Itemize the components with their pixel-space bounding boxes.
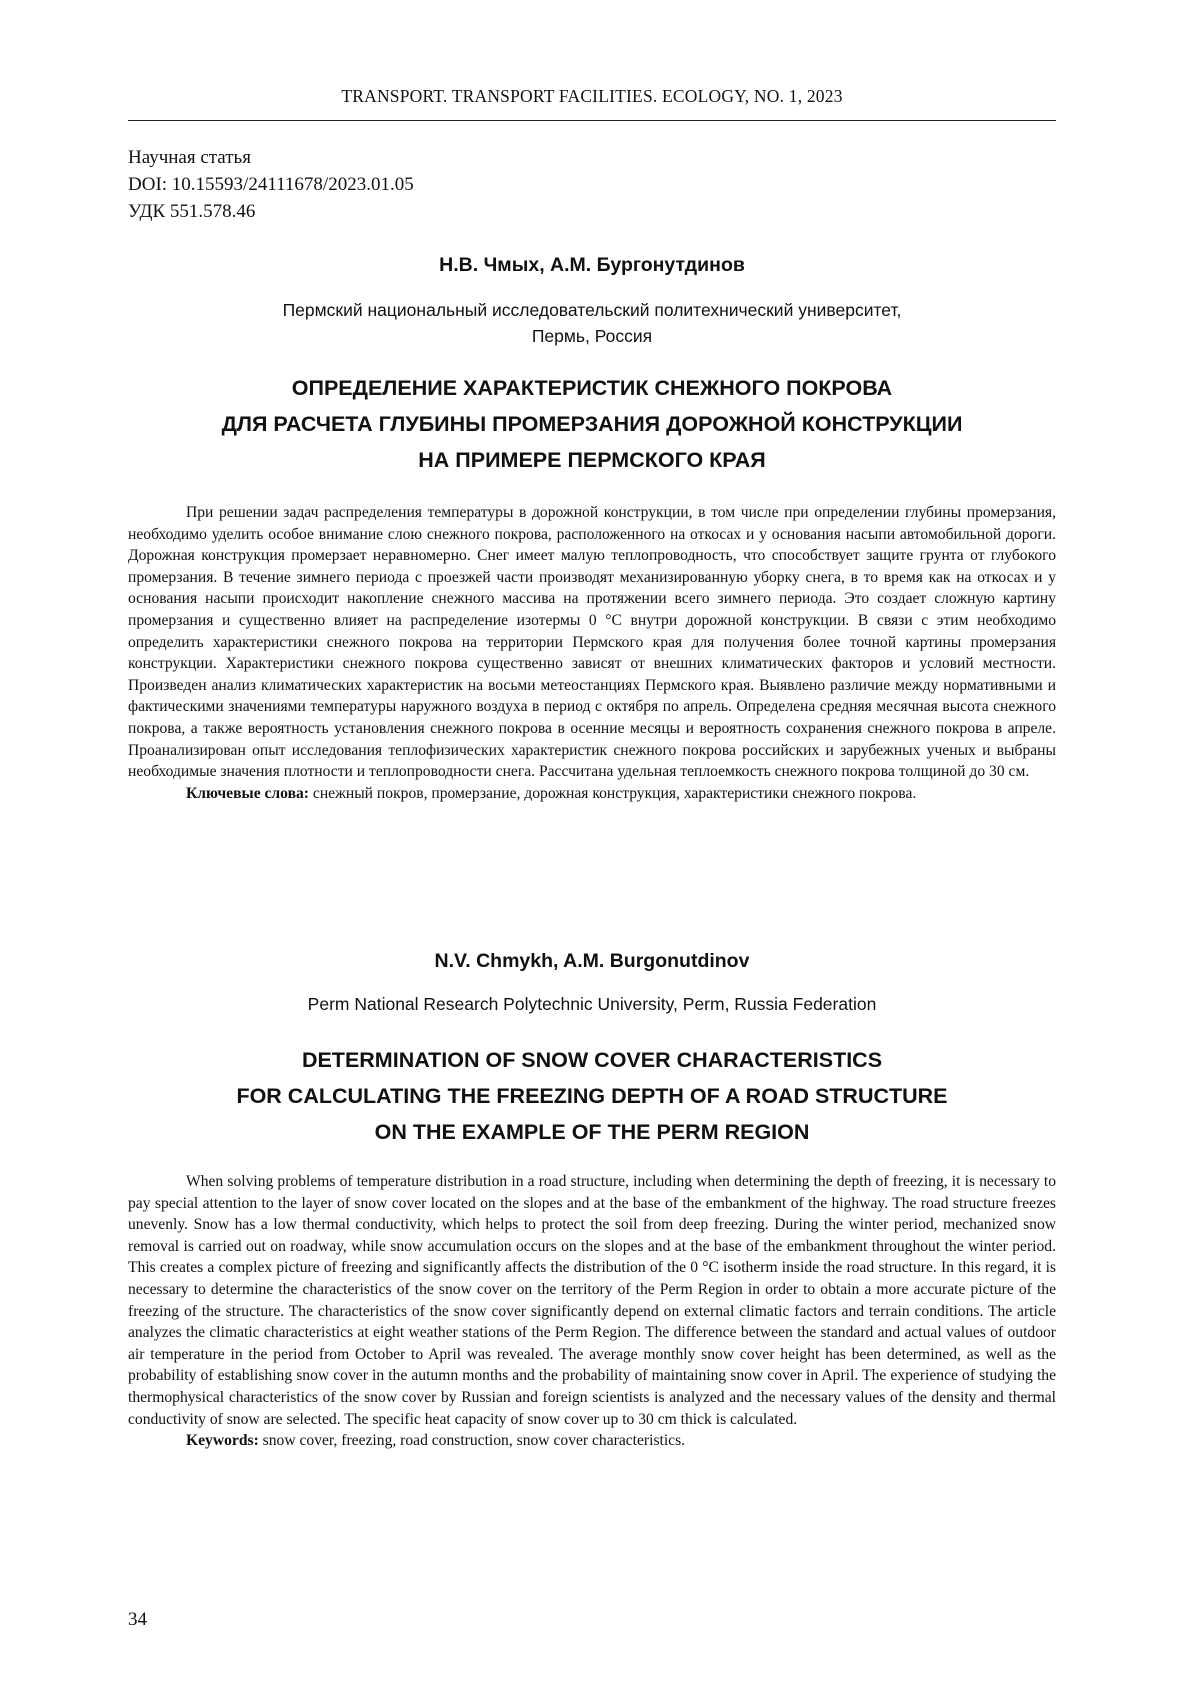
journal-running-header: TRANSPORT. TRANSPORT FACILITIES. ECOLOGY, NO. 1, 2023 xyxy=(341,86,843,106)
abstract-en-text: When solving problems of temperature distribution in a road structure, including when determining the depth of freezing, it is necessary to pay special attention to the layer of snow cover located on the slopes and at the base of the embankment of the highway. The road structure freezes unevenly. Snow has a low thermal conductivity, which helps to protect the soil from deep freezing. During the winter period, mechanized snow removal is carried out on roadway, while snow accumulation occurs on the slopes and at the base of the embankment throughout the winter period. This creates a complex picture of freezing and significantly affects the distribution of the 0 °C isotherm inside the road structure. In this regard, it is necessary to determine the characteristics of the snow cover on the territory of the Perm Region in order to obtain a more accurate picture of the freezing of the structure. The characteristics of the snow cover significantly depend on external climatic factors and terrain conditions. The article analyzes the climatic characteristics at eight weather stations of the Perm Region. The difference between the standard and actual values of outdoor air temperature in the period from October to April was revealed. The average monthly snow cover height has been determined, as well as the probability of establishing snow cover in the autumn months and the probability of maintaining snow cover in April. The experience of studying the thermophysical characteristics of the snow cover by Russian and foreign scientists is analyzed and the necessary values of the density and thermal conductivity of snow are selected. The specific heat capacity of snow cover up to 30 cm thick is calculated. xyxy=(128,1173,1056,1428)
header-divider xyxy=(128,120,1056,121)
abstract-ru-text: При решении задач распределения температуры в дорожной конструкции, в том числе при определении глубины промерзания, необходимо уделить особое внимание слою снежного покрова, расположенного на откосах и у основания насыпи автомобильной дороги. Дорожная конструкция промерзает неравномерно. Снег имеет малую теплопроводность, что способствует защите грунта от глубокого промерзания. В течение зимнего периода с проезжей части производят механизированную уборку снега, в то время как на откосах и у основания насыпи происходит накопление снежного массива на протяжении всего зимнего периода. Это создает сложную картину промерзания и существенно влияет на распределение изотермы 0 °С внутри дорожной конструкции. В связи с этим необходимо определить характеристики снежного покрова на территории Пермского края для получения более точной картины промерзания конструкции. Характеристики снежного покрова существенно зависят от внешних климатических факторов и условий местности. Произведен анализ климатических характеристик на восьми метеостанциях Пермского края. Выявлено различие между нормативными и фактическими значениями температуры наружного воздуха в период с октября по апрель. Определена средняя месячная высота снежного покрова, а также вероятность установления снежного покрова в осенние месяцы и вероятность сохранения снежного покрова в апреле. Проанализирован опыт исследования теплофизических характеристик снежного покрова российских и зарубежных ученых и выбраны необходимые значения плотности и теплопроводности снега. Рассчитана удельная теплоемкость снежного покрова толщиной до 30 см. xyxy=(128,504,1056,781)
article-meta xyxy=(128,144,414,225)
affiliation-en: Perm National Research Polytechnic University, Perm, Russia Federation xyxy=(307,994,877,1014)
keywords-ru xyxy=(128,783,1056,805)
affiliation-ru-line1: Пермский национальный исследовательский политехнический университет, xyxy=(282,300,902,320)
title-en-line3: ON THE EXAMPLE OF THE PERM REGION xyxy=(374,1120,810,1144)
keywords-ru-list: снежный покров, промерзание, дорожная конструкция, характеристики снежного покрова. xyxy=(309,784,917,802)
keywords-ru-label: Ключевые слова: xyxy=(186,784,309,802)
title-ru-line3: НА ПРИМЕРЕ ПЕРМСКОГО КРАЯ xyxy=(418,448,766,472)
affiliation-ru xyxy=(128,297,1056,349)
affiliation-ru-line2: Пермь, Россия xyxy=(531,326,653,346)
title-ru-line2: ДЛЯ РАСЧЕТА ГЛУБИНЫ ПРОМЕРЗАНИЯ ДОРОЖНОЙ КОНСТРУКЦИИ xyxy=(221,412,963,436)
title-en-line1: DETERMINATION OF SNOW COVER CHARACTERISTICS xyxy=(301,1048,883,1072)
keywords-en xyxy=(128,1430,1056,1452)
authors-en: N.V. Chmykh, A.M. Burgonutdinov xyxy=(434,950,750,972)
authors-ru: Н.В. Чмых, А.М. Бургонутдинов xyxy=(439,254,745,276)
keywords-en-list: snow cover, freezing, road construction, snow cover characteristics. xyxy=(258,1432,686,1450)
title-ru-line1: ОПРЕДЕЛЕНИЕ ХАРАКТЕРИСТИК СНЕЖНОГО ПОКРОВА xyxy=(291,376,893,400)
abstract-en xyxy=(128,1171,1056,1452)
page-number: 34 xyxy=(128,1609,147,1630)
title-en xyxy=(128,1042,1056,1150)
article-type: Научная статья xyxy=(128,147,251,168)
abstract-ru xyxy=(128,502,1056,804)
udc: УДК 551.578.46 xyxy=(128,201,256,222)
keywords-en-label: Keywords: xyxy=(186,1432,259,1450)
doi: DOI: 10.15593/24111678/2023.01.05 xyxy=(128,174,414,195)
title-en-line2: FOR CALCULATING THE FREEZING DEPTH OF A ROAD STRUCTURE xyxy=(236,1084,948,1108)
title-ru xyxy=(128,370,1056,478)
